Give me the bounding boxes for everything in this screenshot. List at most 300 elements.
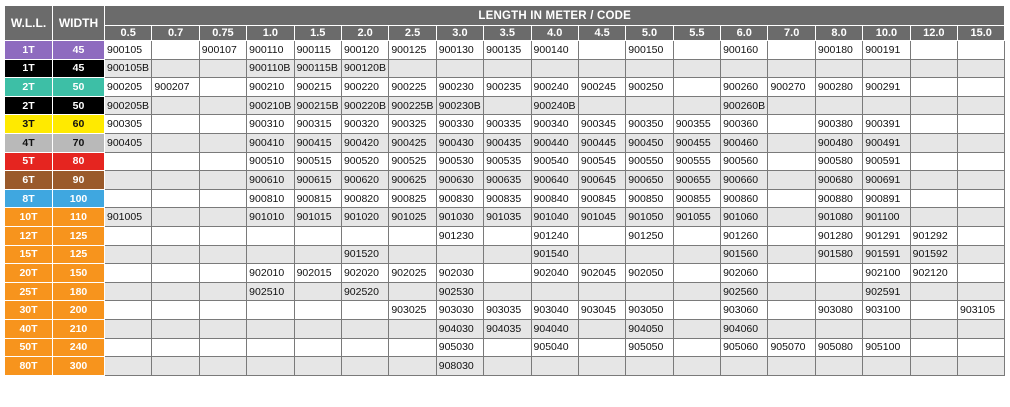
width-column-header: WIDTH xyxy=(53,6,105,41)
product-code-cell: 901250 xyxy=(626,226,673,245)
empty-code-cell xyxy=(958,357,1005,376)
product-code-cell: 900240 xyxy=(531,78,578,97)
empty-code-cell xyxy=(436,59,483,78)
product-code-cell: 904030 xyxy=(436,319,483,338)
empty-code-cell xyxy=(910,208,957,227)
product-code-cell: 900280 xyxy=(815,78,862,97)
empty-code-cell xyxy=(152,319,199,338)
product-code-cell: 902591 xyxy=(863,282,910,301)
product-code-cell: 905100 xyxy=(863,338,910,357)
empty-code-cell xyxy=(152,59,199,78)
product-code-cell: 900240B xyxy=(531,96,578,115)
product-code-cell: 902030 xyxy=(436,264,483,283)
wll-cell: 6T xyxy=(5,171,53,190)
table-row xyxy=(5,208,1005,227)
product-code-cell: 900345 xyxy=(578,115,625,134)
empty-code-cell xyxy=(958,264,1005,283)
product-code-cell: 900207 xyxy=(152,78,199,97)
product-code-cell: 900855 xyxy=(673,189,720,208)
empty-code-cell xyxy=(294,226,341,245)
product-code-cell: 900260B xyxy=(721,96,768,115)
product-code-cell: 900660 xyxy=(721,171,768,190)
wll-cell: 2T xyxy=(5,96,53,115)
empty-code-cell xyxy=(768,357,815,376)
product-code-cell: 901100 xyxy=(863,208,910,227)
product-code-cell: 900160 xyxy=(721,41,768,60)
empty-code-cell xyxy=(958,133,1005,152)
empty-code-cell xyxy=(294,319,341,338)
empty-code-cell xyxy=(105,245,152,264)
empty-code-cell xyxy=(531,357,578,376)
table-row xyxy=(5,301,1005,320)
empty-code-cell xyxy=(910,301,957,320)
product-code-cell: 905030 xyxy=(436,338,483,357)
table-row xyxy=(5,357,1005,376)
table-row xyxy=(5,41,1005,60)
product-code-cell: 902050 xyxy=(626,264,673,283)
wll-cell: 20T xyxy=(5,264,53,283)
product-code-cell: 900480 xyxy=(815,133,862,152)
product-code-cell: 902020 xyxy=(341,264,388,283)
product-code-cell: 900810 xyxy=(247,189,294,208)
width-cell: 200 xyxy=(53,301,105,320)
product-code-cell: 901045 xyxy=(578,208,625,227)
product-code-cell: 900215B xyxy=(294,96,341,115)
empty-code-cell xyxy=(815,282,862,301)
product-code-cell: 900235 xyxy=(484,78,531,97)
table-row xyxy=(5,96,1005,115)
empty-code-cell xyxy=(484,245,531,264)
product-code-cell: 900560 xyxy=(721,152,768,171)
empty-code-cell xyxy=(910,171,957,190)
empty-code-cell xyxy=(958,78,1005,97)
product-code-cell: 908030 xyxy=(436,357,483,376)
empty-code-cell xyxy=(578,96,625,115)
wll-cell: 40T xyxy=(5,319,53,338)
product-code-cell: 902120 xyxy=(910,264,957,283)
product-code-cell: 901005 xyxy=(105,208,152,227)
product-code-cell: 902045 xyxy=(578,264,625,283)
product-code-cell: 900115 xyxy=(294,41,341,60)
wll-cell: 4T xyxy=(5,133,53,152)
empty-code-cell xyxy=(910,319,957,338)
empty-code-cell xyxy=(768,152,815,171)
table-body xyxy=(5,41,1005,376)
empty-code-cell xyxy=(958,319,1005,338)
wll-cell: 25T xyxy=(5,282,53,301)
empty-code-cell xyxy=(673,357,720,376)
product-code-cell: 904050 xyxy=(626,319,673,338)
product-code-cell: 901030 xyxy=(436,208,483,227)
product-code-cell: 900510 xyxy=(247,152,294,171)
wll-cell: 12T xyxy=(5,226,53,245)
table-row xyxy=(5,338,1005,357)
width-cell: 70 xyxy=(53,133,105,152)
table-row xyxy=(5,78,1005,97)
length-header-cell: 0.5 xyxy=(105,26,152,41)
empty-code-cell xyxy=(152,208,199,227)
product-code-cell: 900291 xyxy=(863,78,910,97)
width-cell: 110 xyxy=(53,208,105,227)
product-code-cell: 900315 xyxy=(294,115,341,134)
empty-code-cell xyxy=(105,189,152,208)
product-code-cell: 900430 xyxy=(436,133,483,152)
product-code-cell: 902010 xyxy=(247,264,294,283)
length-header-cell: 3.0 xyxy=(436,26,483,41)
table-row xyxy=(5,171,1005,190)
product-code-cell: 900445 xyxy=(578,133,625,152)
empty-code-cell xyxy=(958,245,1005,264)
empty-code-cell xyxy=(531,59,578,78)
product-code-cell: 900380 xyxy=(815,115,862,134)
product-code-cell: 900107 xyxy=(199,41,246,60)
empty-code-cell xyxy=(578,245,625,264)
empty-code-cell xyxy=(863,59,910,78)
length-header-cell: 7.0 xyxy=(768,26,815,41)
empty-code-cell xyxy=(152,133,199,152)
length-header-cell: 15.0 xyxy=(958,26,1005,41)
length-header-cell: 3.5 xyxy=(484,26,531,41)
table-row xyxy=(5,152,1005,171)
empty-code-cell xyxy=(626,357,673,376)
product-code-cell: 900225 xyxy=(389,78,436,97)
empty-code-cell xyxy=(910,41,957,60)
empty-code-cell xyxy=(673,264,720,283)
empty-code-cell xyxy=(768,301,815,320)
product-code-cell: 900535 xyxy=(484,152,531,171)
empty-code-cell xyxy=(768,264,815,283)
product-code-cell: 901260 xyxy=(721,226,768,245)
empty-code-cell xyxy=(578,41,625,60)
product-code-cell: 900220B xyxy=(341,96,388,115)
empty-code-cell xyxy=(910,189,957,208)
empty-code-cell xyxy=(389,59,436,78)
product-code-cell: 901540 xyxy=(531,245,578,264)
product-code-cell: 903050 xyxy=(626,301,673,320)
product-code-cell: 900550 xyxy=(626,152,673,171)
product-code-cell: 900250 xyxy=(626,78,673,97)
product-code-cell: 903025 xyxy=(389,301,436,320)
empty-code-cell xyxy=(721,59,768,78)
product-code-cell: 903035 xyxy=(484,301,531,320)
product-code-cell: 900530 xyxy=(436,152,483,171)
empty-code-cell xyxy=(199,264,246,283)
width-cell: 210 xyxy=(53,319,105,338)
table-row xyxy=(5,59,1005,78)
empty-code-cell xyxy=(958,226,1005,245)
empty-code-cell xyxy=(958,115,1005,134)
length-header-cell: 8.0 xyxy=(815,26,862,41)
empty-code-cell xyxy=(673,41,720,60)
empty-code-cell xyxy=(578,319,625,338)
empty-code-cell xyxy=(768,282,815,301)
product-code-cell: 901591 xyxy=(863,245,910,264)
product-code-cell: 901580 xyxy=(815,245,862,264)
empty-code-cell xyxy=(152,226,199,245)
empty-code-cell xyxy=(341,338,388,357)
empty-code-cell xyxy=(199,208,246,227)
product-code-cell: 900835 xyxy=(484,189,531,208)
empty-code-cell xyxy=(341,226,388,245)
empty-code-cell xyxy=(152,115,199,134)
length-header-cell: 5.5 xyxy=(673,26,720,41)
product-code-cell: 900815 xyxy=(294,189,341,208)
product-code-cell: 900391 xyxy=(863,115,910,134)
product-code-cell: 900405 xyxy=(105,133,152,152)
empty-code-cell xyxy=(105,282,152,301)
product-code-cell: 900435 xyxy=(484,133,531,152)
width-cell: 150 xyxy=(53,264,105,283)
sling-length-code-table xyxy=(4,5,1005,376)
empty-code-cell xyxy=(626,282,673,301)
empty-code-cell xyxy=(294,338,341,357)
length-title-header: LENGTH IN METER / CODE xyxy=(105,6,1005,26)
empty-code-cell xyxy=(152,189,199,208)
product-code-cell: 900120B xyxy=(341,59,388,78)
wll-cell: 1T xyxy=(5,41,53,60)
length-header-cell: 12.0 xyxy=(910,26,957,41)
empty-code-cell xyxy=(673,96,720,115)
product-code-cell: 900205 xyxy=(105,78,152,97)
product-code-cell: 900630 xyxy=(436,171,483,190)
product-code-cell: 900891 xyxy=(863,189,910,208)
empty-code-cell xyxy=(578,59,625,78)
product-code-cell: 900440 xyxy=(531,133,578,152)
product-code-cell: 900205B xyxy=(105,96,152,115)
product-code-cell: 900220 xyxy=(341,78,388,97)
product-code-cell: 903060 xyxy=(721,301,768,320)
empty-code-cell xyxy=(341,319,388,338)
product-code-cell: 905080 xyxy=(815,338,862,357)
product-code-cell: 903030 xyxy=(436,301,483,320)
product-code-cell: 903100 xyxy=(863,301,910,320)
product-code-cell: 901015 xyxy=(294,208,341,227)
empty-code-cell xyxy=(389,319,436,338)
product-code-cell: 901592 xyxy=(910,245,957,264)
product-code-cell: 900825 xyxy=(389,189,436,208)
empty-code-cell xyxy=(768,226,815,245)
product-code-cell: 900450 xyxy=(626,133,673,152)
empty-code-cell xyxy=(910,59,957,78)
empty-code-cell xyxy=(958,208,1005,227)
product-code-cell: 901292 xyxy=(910,226,957,245)
wll-cell: 1T xyxy=(5,59,53,78)
product-code-cell: 901055 xyxy=(673,208,720,227)
empty-code-cell xyxy=(199,338,246,357)
product-code-cell: 904060 xyxy=(721,319,768,338)
empty-code-cell xyxy=(673,226,720,245)
empty-code-cell xyxy=(863,357,910,376)
empty-code-cell xyxy=(958,282,1005,301)
empty-code-cell xyxy=(768,133,815,152)
empty-code-cell xyxy=(389,357,436,376)
empty-code-cell xyxy=(958,96,1005,115)
product-code-cell: 902015 xyxy=(294,264,341,283)
empty-code-cell xyxy=(863,96,910,115)
product-code-cell: 900845 xyxy=(578,189,625,208)
empty-code-cell xyxy=(199,319,246,338)
product-code-cell: 900525 xyxy=(389,152,436,171)
empty-code-cell xyxy=(199,282,246,301)
empty-code-cell xyxy=(673,78,720,97)
product-code-cell: 900691 xyxy=(863,171,910,190)
length-header-cell: 10.0 xyxy=(863,26,910,41)
empty-code-cell xyxy=(910,115,957,134)
empty-code-cell xyxy=(578,226,625,245)
product-code-cell: 900135 xyxy=(484,41,531,60)
empty-code-cell xyxy=(436,245,483,264)
empty-code-cell xyxy=(958,152,1005,171)
product-code-cell: 900615 xyxy=(294,171,341,190)
empty-code-cell xyxy=(105,357,152,376)
product-code-cell: 903045 xyxy=(578,301,625,320)
product-code-cell: 900820 xyxy=(341,189,388,208)
empty-code-cell xyxy=(341,357,388,376)
product-code-cell: 900620 xyxy=(341,171,388,190)
empty-code-cell xyxy=(578,357,625,376)
product-code-cell: 900591 xyxy=(863,152,910,171)
product-code-cell: 900210 xyxy=(247,78,294,97)
empty-code-cell xyxy=(673,338,720,357)
product-code-cell: 900105 xyxy=(105,41,152,60)
product-code-cell: 900245 xyxy=(578,78,625,97)
product-code-cell: 901025 xyxy=(389,208,436,227)
product-code-cell: 902530 xyxy=(436,282,483,301)
empty-code-cell xyxy=(673,301,720,320)
product-code-cell: 900120 xyxy=(341,41,388,60)
product-code-cell: 901291 xyxy=(863,226,910,245)
product-code-cell: 901050 xyxy=(626,208,673,227)
width-cell: 45 xyxy=(53,41,105,60)
product-code-cell: 905060 xyxy=(721,338,768,357)
product-code-cell: 901520 xyxy=(341,245,388,264)
wll-cell: 50T xyxy=(5,338,53,357)
width-cell: 125 xyxy=(53,245,105,264)
product-code-cell: 902100 xyxy=(863,264,910,283)
width-cell: 50 xyxy=(53,96,105,115)
empty-code-cell xyxy=(199,226,246,245)
product-code-cell: 904035 xyxy=(484,319,531,338)
empty-code-cell xyxy=(626,96,673,115)
empty-code-cell xyxy=(768,319,815,338)
product-code-cell: 900110 xyxy=(247,41,294,60)
product-code-cell: 900320 xyxy=(341,115,388,134)
product-code-cell: 900191 xyxy=(863,41,910,60)
width-cell: 180 xyxy=(53,282,105,301)
empty-code-cell xyxy=(294,245,341,264)
product-code-cell: 901560 xyxy=(721,245,768,264)
empty-code-cell xyxy=(768,245,815,264)
product-code-cell: 905070 xyxy=(768,338,815,357)
empty-code-cell xyxy=(152,96,199,115)
empty-code-cell xyxy=(389,245,436,264)
empty-code-cell xyxy=(673,59,720,78)
empty-code-cell xyxy=(910,78,957,97)
product-code-cell: 900210B xyxy=(247,96,294,115)
empty-code-cell xyxy=(105,319,152,338)
empty-code-cell xyxy=(531,282,578,301)
product-code-cell: 900140 xyxy=(531,41,578,60)
empty-code-cell xyxy=(626,59,673,78)
product-code-cell: 903040 xyxy=(531,301,578,320)
product-code-cell: 900455 xyxy=(673,133,720,152)
width-cell: 300 xyxy=(53,357,105,376)
empty-code-cell xyxy=(105,152,152,171)
empty-code-cell xyxy=(578,282,625,301)
empty-code-cell xyxy=(152,41,199,60)
width-cell: 60 xyxy=(53,115,105,134)
empty-code-cell xyxy=(105,171,152,190)
table-row xyxy=(5,226,1005,245)
product-code-cell: 901280 xyxy=(815,226,862,245)
length-header-row xyxy=(5,26,1005,41)
product-code-cell: 900335 xyxy=(484,115,531,134)
product-code-cell: 903105 xyxy=(958,301,1005,320)
empty-code-cell xyxy=(958,189,1005,208)
product-code-cell: 900830 xyxy=(436,189,483,208)
product-code-cell: 900340 xyxy=(531,115,578,134)
product-code-cell: 900115B xyxy=(294,59,341,78)
empty-code-cell xyxy=(199,78,246,97)
wll-cell: 8T xyxy=(5,189,53,208)
empty-code-cell xyxy=(721,357,768,376)
product-code-cell: 900640 xyxy=(531,171,578,190)
empty-code-cell xyxy=(484,357,531,376)
table-row xyxy=(5,115,1005,134)
empty-code-cell xyxy=(484,59,531,78)
product-code-cell: 902560 xyxy=(721,282,768,301)
empty-code-cell xyxy=(247,245,294,264)
product-code-cell: 901060 xyxy=(721,208,768,227)
product-code-cell: 900460 xyxy=(721,133,768,152)
wll-column-header: W.L.L. xyxy=(5,6,53,41)
empty-code-cell xyxy=(199,152,246,171)
empty-code-cell xyxy=(484,96,531,115)
wll-cell: 10T xyxy=(5,208,53,227)
table-header xyxy=(5,6,1005,41)
product-code-cell: 901040 xyxy=(531,208,578,227)
empty-code-cell xyxy=(199,171,246,190)
product-code-cell: 900305 xyxy=(105,115,152,134)
product-code-cell: 900491 xyxy=(863,133,910,152)
product-code-cell: 900540 xyxy=(531,152,578,171)
empty-code-cell xyxy=(152,152,199,171)
length-header-cell: 4.0 xyxy=(531,26,578,41)
empty-code-cell xyxy=(199,133,246,152)
empty-code-cell xyxy=(910,282,957,301)
empty-code-cell xyxy=(815,264,862,283)
product-code-cell: 901080 xyxy=(815,208,862,227)
empty-code-cell xyxy=(958,41,1005,60)
empty-code-cell xyxy=(152,282,199,301)
product-code-cell: 905050 xyxy=(626,338,673,357)
product-code-cell: 900645 xyxy=(578,171,625,190)
product-code-cell: 900410 xyxy=(247,133,294,152)
empty-code-cell xyxy=(247,319,294,338)
product-code-cell: 900130 xyxy=(436,41,483,60)
width-cell: 80 xyxy=(53,152,105,171)
length-header-cell: 4.5 xyxy=(578,26,625,41)
width-cell: 125 xyxy=(53,226,105,245)
width-cell: 45 xyxy=(53,59,105,78)
empty-code-cell xyxy=(958,59,1005,78)
product-code-cell: 900215 xyxy=(294,78,341,97)
product-code-cell: 902520 xyxy=(341,282,388,301)
product-code-cell: 900625 xyxy=(389,171,436,190)
empty-code-cell xyxy=(341,301,388,320)
empty-code-cell xyxy=(152,264,199,283)
empty-code-cell xyxy=(199,357,246,376)
